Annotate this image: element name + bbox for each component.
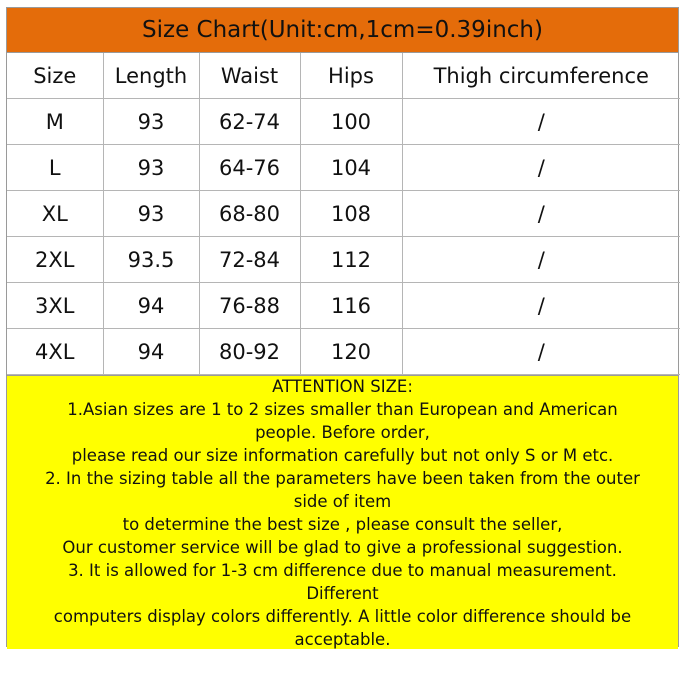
table-row [7,329,680,375]
cell-thigh: / [402,145,680,191]
cell-length: 94 [103,283,199,329]
notes-line: please read our size information carefully but not only S or M etc. [71,445,614,465]
notes-line: computers display colors differently. A little color difference should be [53,606,632,626]
cell-hips: 120 [300,329,402,375]
notes-line: people. Before order, [255,422,430,442]
cell-hips: 116 [300,283,402,329]
cell-thigh: / [402,191,680,237]
cell-length: 93 [103,145,199,191]
notes-line: to determine the best size , please consult the seller, [122,514,563,534]
cell-size: 4XL [7,329,103,375]
cell-length: 93 [103,99,199,145]
notes-line: side of item [293,491,392,511]
notes-line: Our customer service will be glad to give a professional suggestion. [62,537,623,557]
notes-line: 1.Asian sizes are 1 to 2 sizes smaller than European and American [67,399,618,419]
table-row [7,145,680,191]
notes-line: 3. It is allowed for 1-3 cm difference due to manual measurement. [68,560,617,580]
attention-notes [7,375,678,649]
cell-size: 2XL [7,237,103,283]
table-row [7,191,680,237]
cell-waist: 62-74 [199,99,300,145]
header-size: Size [7,53,103,99]
notes-heading: ATTENTION SIZE: [272,376,413,396]
cell-hips: 104 [300,145,402,191]
header-thigh: Thigh circumference [402,53,680,99]
cell-size: 3XL [7,283,103,329]
cell-length: 93 [103,191,199,237]
size-table [7,53,680,375]
cell-waist: 76-88 [199,283,300,329]
cell-thigh: / [402,237,680,283]
header-waist: Waist [199,53,300,99]
notes-line: acceptable. [294,629,391,649]
notes-line: 2. In the sizing table all the parameters have been taken from the outer [45,468,640,488]
cell-length: 93.5 [103,237,199,283]
cell-size: M [7,99,103,145]
chart-title: Size Chart(Unit:cm,1cm=0.39inch) [7,8,678,53]
header-hips: Hips [300,53,402,99]
cell-hips: 100 [300,99,402,145]
header-row [7,53,680,99]
notes-line: Different [306,583,379,603]
header-length: Length [103,53,199,99]
table-row [7,283,680,329]
size-chart [6,7,679,647]
cell-waist: 68-80 [199,191,300,237]
table-row [7,99,680,145]
cell-waist: 64-76 [199,145,300,191]
cell-waist: 72-84 [199,237,300,283]
table-row [7,237,680,283]
cell-waist: 80-92 [199,329,300,375]
cell-size: L [7,145,103,191]
cell-size: XL [7,191,103,237]
cell-hips: 112 [300,237,402,283]
cell-hips: 108 [300,191,402,237]
cell-thigh: / [402,99,680,145]
cell-thigh: / [402,283,680,329]
cell-length: 94 [103,329,199,375]
cell-thigh: / [402,329,680,375]
